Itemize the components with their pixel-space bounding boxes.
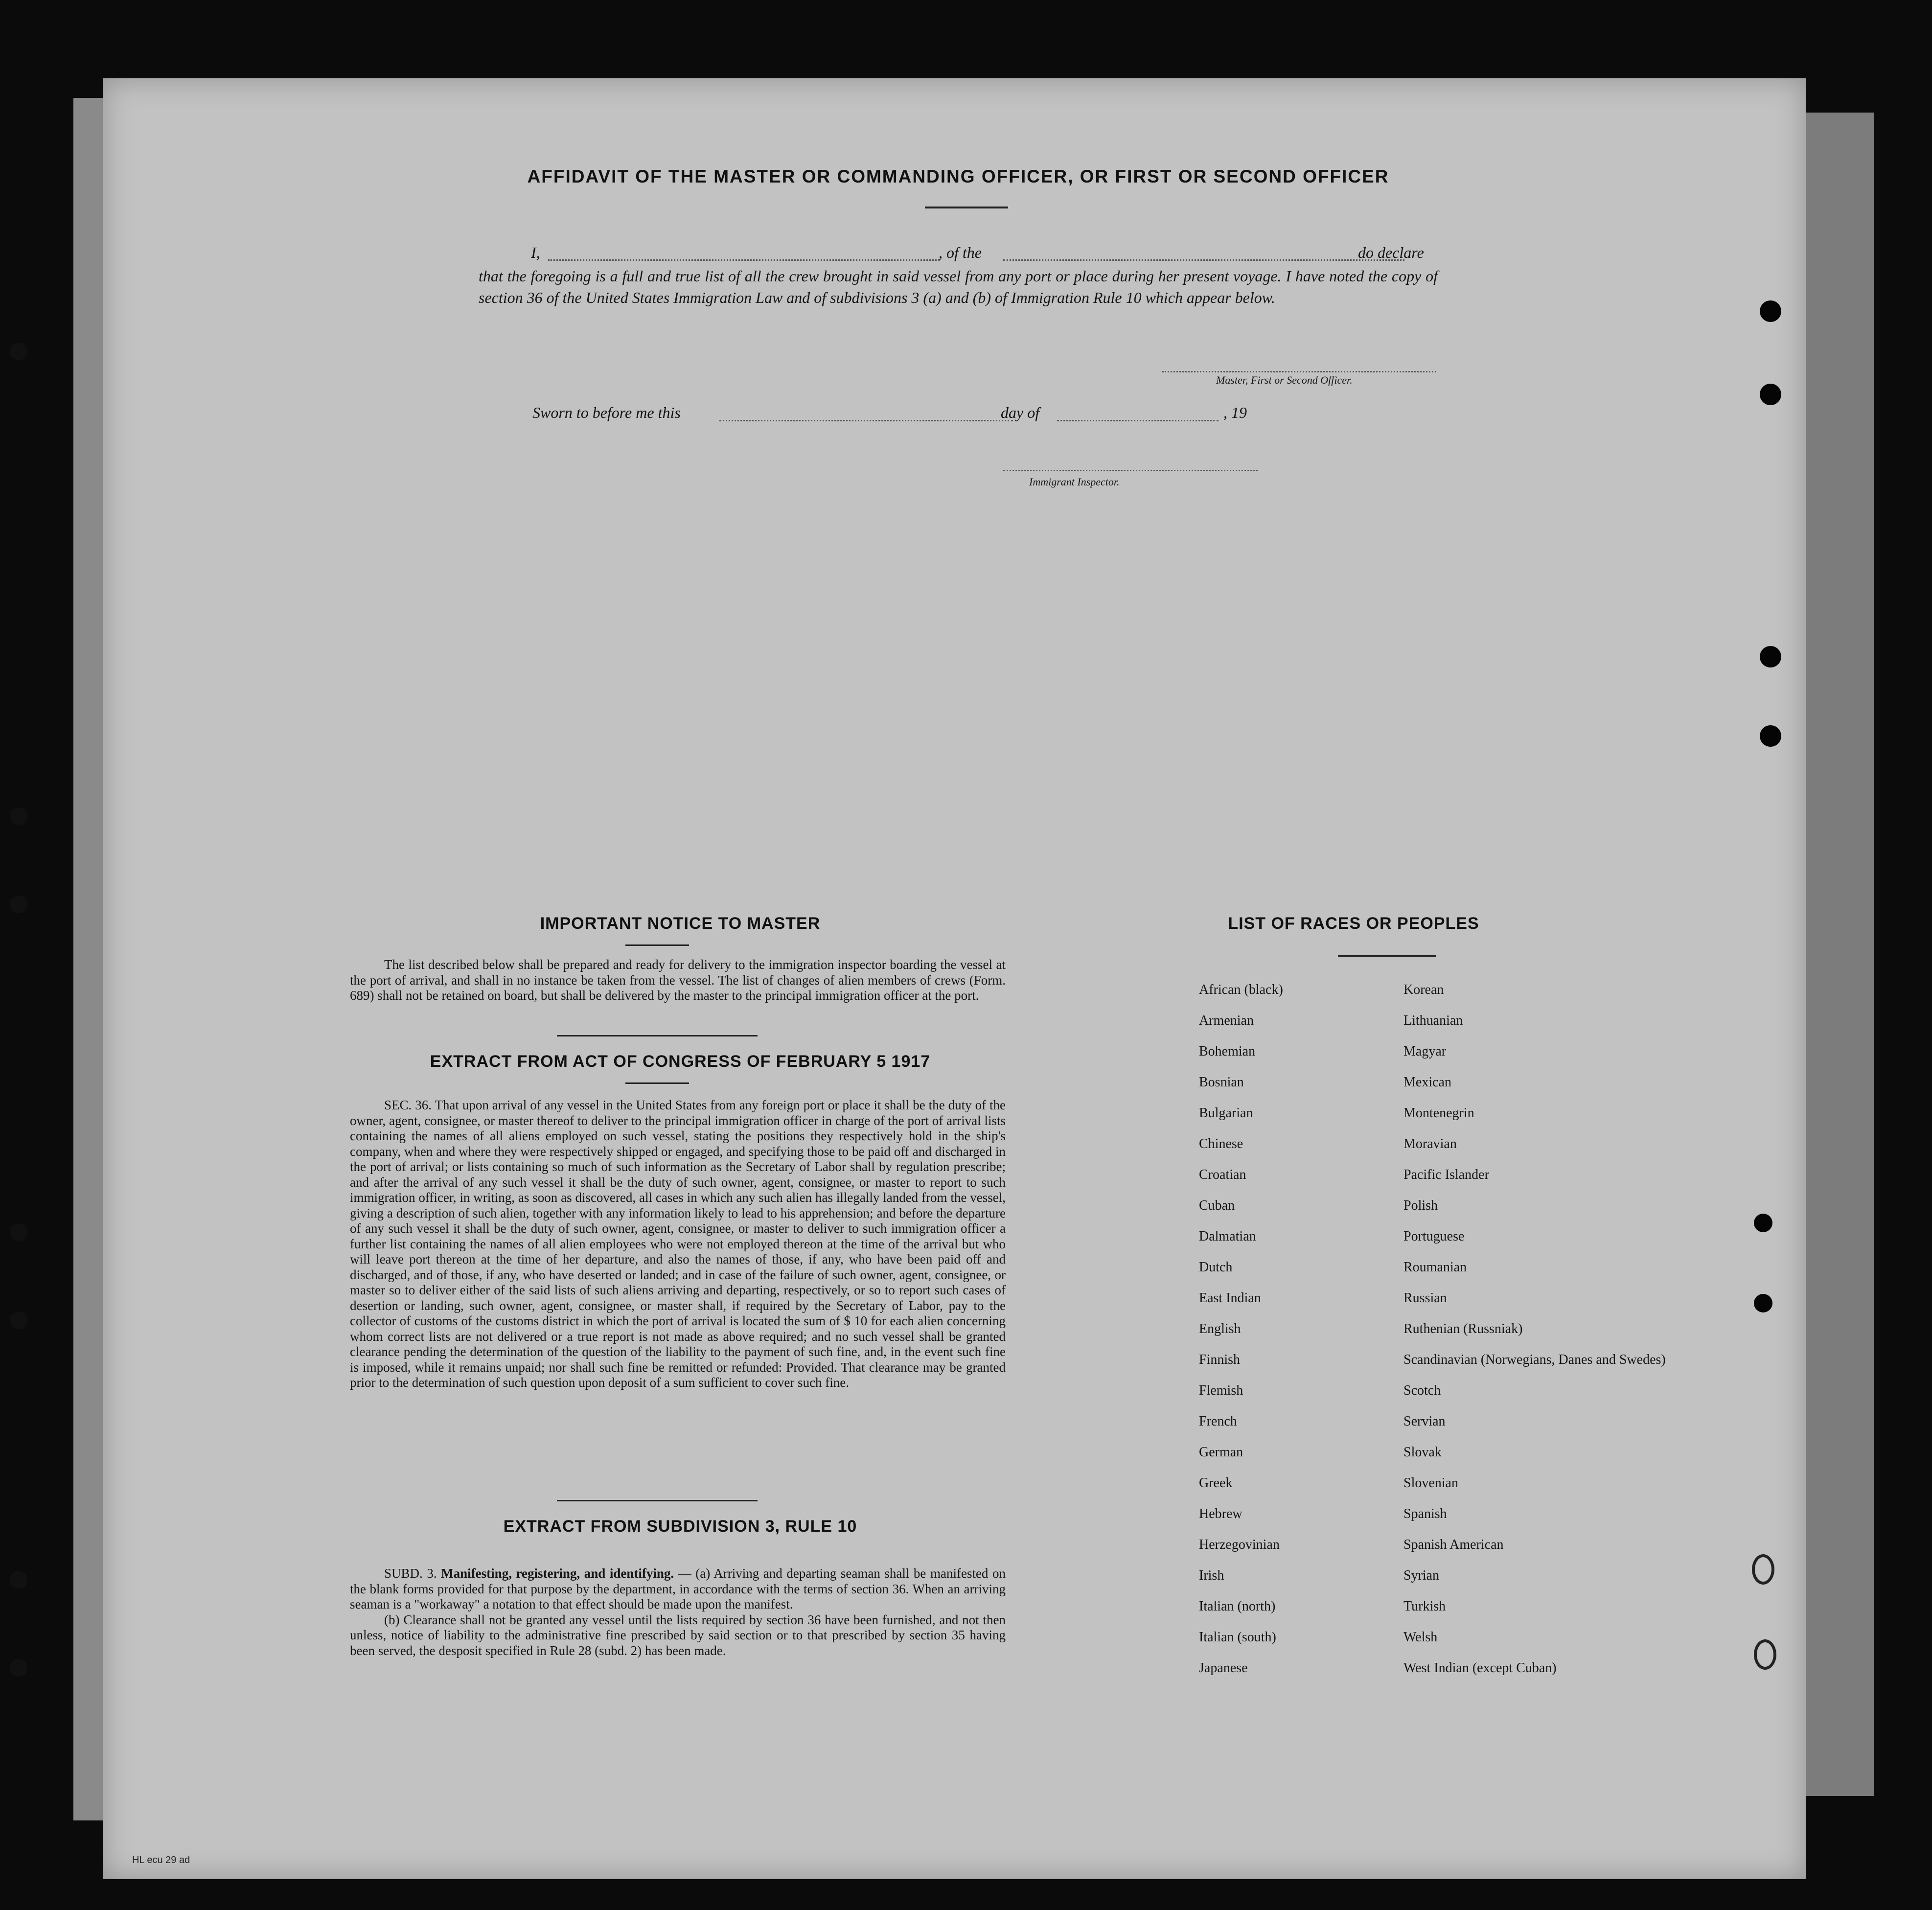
race-item: Dutch <box>1199 1260 1233 1275</box>
punch-hole <box>10 1571 27 1588</box>
race-item: Slovenian <box>1403 1475 1458 1491</box>
race-item: Italian (south) <box>1199 1630 1276 1645</box>
subd-label: SUBD. 3. <box>384 1566 437 1581</box>
punch-hole <box>1760 725 1781 747</box>
race-item: Korean <box>1403 982 1444 997</box>
title-rule <box>925 207 1008 208</box>
races-right-column <box>1403 983 1666 1692</box>
signature-blank <box>1162 371 1436 372</box>
document-page <box>103 78 1806 1879</box>
race-item: Chinese <box>1199 1136 1243 1151</box>
inspector-label: Immigrant Inspector. <box>1029 476 1120 488</box>
month-blank <box>1057 420 1219 421</box>
race-item: Magyar <box>1403 1044 1447 1059</box>
race-item: Scotch <box>1403 1383 1441 1398</box>
race-item: Moravian <box>1403 1136 1457 1151</box>
act-text <box>350 1098 1006 1391</box>
punch-hole <box>10 1223 27 1241</box>
affidavit-i: I, <box>531 244 540 261</box>
race-item: Montenegrin <box>1403 1105 1474 1121</box>
punch-hole <box>1760 384 1781 405</box>
race-item: Roumanian <box>1403 1260 1467 1275</box>
subd-heading: Manifesting, registering, and identifying. <box>441 1566 674 1581</box>
race-item: Greek <box>1199 1475 1233 1491</box>
act-rule <box>625 1082 689 1084</box>
punch-hole <box>10 896 27 913</box>
section-divider <box>557 1500 758 1501</box>
rule-paragraph-b: (b) Clearance shall not be granted any vessel until the lists required by section 36 have been furnished, and not then unless, notice of liability to the administrative fine prescribed by said section or to that prescribed by section 35 having been served, the desposit specified in Rule 28 (subd. 2) has been made. <box>350 1612 1006 1658</box>
race-item: Armenian <box>1199 1013 1254 1028</box>
punch-hole-ring <box>1752 1554 1774 1585</box>
race-item: Turkish <box>1403 1599 1446 1614</box>
race-item: Hebrew <box>1199 1506 1242 1521</box>
race-item: West Indian (except Cuban) <box>1403 1660 1557 1676</box>
notice-paragraph: The list described below shall be prepared and ready for delivery to the immigration inspector boarding the vessel at the port of arrival, and shall in no instance be taken from the vessel. The list of changes of alien members of crews (Form. 689) shall not be retained on board, but shall be delivered by the master to the principal immigration officer at the port. <box>350 957 1006 1003</box>
notice-text <box>350 957 1006 1004</box>
race-item: Scandinavian (Norwegians, Danes and Swedes) <box>1403 1352 1666 1367</box>
signature-label: Master, First or Second Officer. <box>1216 374 1353 386</box>
inspector-signature-blank <box>1003 470 1258 471</box>
race-item: Italian (north) <box>1199 1599 1276 1614</box>
sworn-text: Sworn to before me this <box>532 404 681 421</box>
race-item: Spanish American <box>1403 1537 1504 1552</box>
races-left-column <box>1199 983 1283 1692</box>
notice-rule <box>625 944 689 946</box>
race-item: Cuban <box>1199 1198 1235 1213</box>
race-item: Bohemian <box>1199 1044 1256 1059</box>
act-paragraph: SEC. 36. That upon arrival of any vessel in the United States from any foreign port or place it shall be the duty of the owner, agent, consignee, or master thereof to deliver to the principal immigration officer in charge of the port of arrival lists containing the names of all aliens employed on such vessel, stating the positions they respectively hold in the ship's company, when and where they were respectively shipped or engaged, and specifying those to be paid off and discharged in the port of arrival; or lists containing so much of such information as the Secretary of Labor shall by regulation prescribe; and after the arrival of any such vessel it shall be the duty of such owner, agent, consignee, or master to report to such immigration officer, in writing, as soon as discovered, all cases in which any such alien has illegally landed from the vessel, giving a description of such alien, together with any information likely to lead to his apprehension; and before the departure of any such vessel it shall be the duty of such owner, agent, consignee, or master to deliver to such immigration officer a further list containing the names of all alien employees who were not employed thereon at the time of the arrival but who will leave port thereon at the time of her departure, and also the names of those, if any, who have been paid off and discharged, and of those, if any, who have deserted or landed; and in case of the failure of such owner, agent, consignee, or master so to deliver either of the said lists of such aliens arriving and departing, respectively, or so to report such cases of desertion or landing, such owner, agent, consignee, or master shall, if required by the Secretary of Labor, pay to the collector of customs of the customs district in which the port of arrival is located the sum of $ 10 for each alien concerning whom correct lists are not delivered or a true report is not made as above required; and no such vessel shall be granted clearance pending the determination of the question of the liability to the payment of such fine, and, in the event such fine is imposed, while it remains unpaid; nor shall such fine be remitted or refunded: Provided. That clearance may be granted prior to the determination of such question upon deposit of a sum sufficient to cover such fine. <box>350 1098 1006 1390</box>
race-item: Flemish <box>1199 1383 1243 1398</box>
affidavit-of-the: , of the <box>939 244 982 261</box>
race-item: Slovak <box>1403 1445 1442 1460</box>
year-prefix: , 19 <box>1223 404 1247 421</box>
sworn-day-blank <box>719 420 1013 421</box>
race-item: East Indian <box>1199 1290 1261 1306</box>
race-item: Spanish <box>1403 1506 1447 1521</box>
affidavit-title: AFFIDAVIT OF THE MASTER OR COMMANDING OFFICER, OR FIRST OR SECOND OFFICER <box>527 166 1389 186</box>
race-item: Mexican <box>1403 1075 1451 1090</box>
race-item: Polish <box>1403 1198 1438 1213</box>
act-title: EXTRACT FROM ACT OF CONGRESS OF FEBRUARY 5 1917 <box>430 1052 931 1071</box>
race-item: French <box>1199 1414 1237 1429</box>
race-item: Irish <box>1199 1568 1224 1583</box>
rule-paragraph-a <box>350 1566 1006 1612</box>
race-item: African (black) <box>1199 982 1283 997</box>
affidavit-body: that the foregoing is a full and true list of all the crew brought in said vessel from any port or place during her present voyage. I have noted the copy of section 36 of the United States Immigration Law and of subdivisions 3 (a) and (b) of Immigration Rule 10 which appear below. <box>479 267 1438 306</box>
rule-text <box>350 1566 1006 1658</box>
punch-hole <box>1754 1214 1772 1232</box>
race-item: Herzegovinian <box>1199 1537 1280 1552</box>
race-item: German <box>1199 1445 1243 1460</box>
day-of-text: day of <box>1001 404 1040 421</box>
race-item: Welsh <box>1403 1630 1438 1645</box>
race-item: Bulgarian <box>1199 1105 1253 1121</box>
form-code: HL ecu 29 ad <box>132 1855 190 1865</box>
race-item: Ruthenian (Russniak) <box>1403 1321 1523 1336</box>
punch-hole <box>1760 646 1781 667</box>
section-divider <box>557 1035 758 1036</box>
vessel-blank <box>1003 259 1404 261</box>
punch-hole <box>10 343 27 360</box>
punch-hole-ring <box>1754 1639 1776 1670</box>
race-item: Finnish <box>1199 1352 1241 1367</box>
race-item: Servian <box>1403 1414 1446 1429</box>
race-item: Pacific Islander <box>1403 1167 1489 1182</box>
race-item: Dalmatian <box>1199 1229 1256 1244</box>
affidavit-declare: do declare <box>1358 244 1424 261</box>
punch-hole <box>1760 300 1781 322</box>
race-item: Lithuanian <box>1403 1013 1463 1028</box>
punch-hole <box>10 807 27 825</box>
race-item: Japanese <box>1199 1660 1248 1676</box>
punch-hole <box>1754 1294 1772 1312</box>
race-item: Russian <box>1403 1290 1447 1306</box>
race-item: Bosnian <box>1199 1075 1244 1090</box>
punch-hole <box>10 1312 27 1329</box>
race-item: Syrian <box>1403 1568 1440 1583</box>
rule-title: EXTRACT FROM SUBDIVISION 3, RULE 10 <box>503 1517 857 1536</box>
race-item: Portuguese <box>1403 1229 1465 1244</box>
races-title: LIST OF RACES OR PEOPLES <box>1228 914 1479 933</box>
name-blank <box>548 259 940 261</box>
subd-para-a: — (a) Arriving and departing seaman shall be manifested on the blank forms provided for that purpose by the department, in accordance with the terms of section 36. When an arriving seaman is a "workaway" a notation to that effect should be made upon the manifest. <box>350 1566 1006 1611</box>
punch-hole <box>10 1659 27 1677</box>
race-item: Croatian <box>1199 1167 1246 1182</box>
race-item: English <box>1199 1321 1241 1336</box>
races-rule <box>1338 955 1436 957</box>
notice-title: IMPORTANT NOTICE TO MASTER <box>540 914 821 933</box>
underlying-sheet-right <box>1801 113 1874 1796</box>
